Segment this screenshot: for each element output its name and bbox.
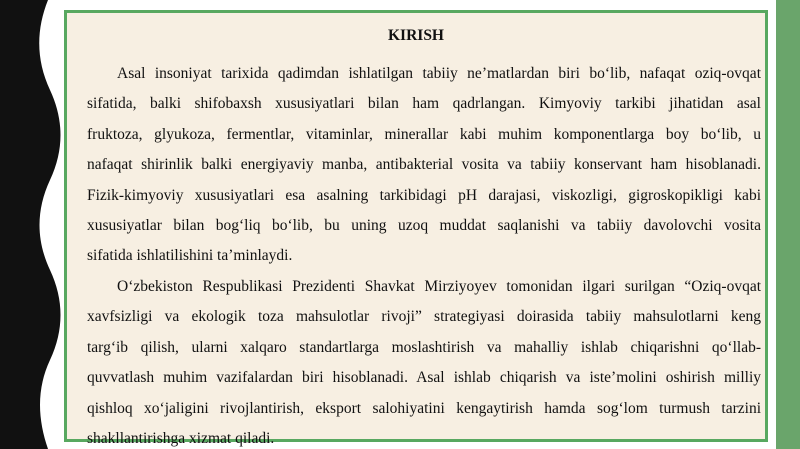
- paragraph-strategy: [87, 272, 761, 449]
- paragraph-line: sifatida, balki shifobaxsh xususiyatlari bilan ham qadrlangan. Kimyoviy tarkibi jihatidan asal: [87, 95, 761, 113]
- slide-title: KIRISH: [388, 27, 444, 44]
- text-panel: [64, 10, 768, 448]
- paragraph-line: qishloq xo‘jaligini rivojlantirish, eksport salohiyatini kengaytirish hamda sog‘lom turmush tarzini: [87, 399, 761, 417]
- decorative-curtain-edge: [0, 0, 70, 449]
- paragraph-line: xavfsizligi va ekologik toza mahsulotlar rivoji” strategiyasi doirasida tabiiy mahsulotlarni keng: [87, 308, 761, 326]
- paragraph-line: Asal insoniyat tarixida qadimdan ishlatilgan tabiiy ne’matlardan biri bo‘lib, nafaqat oziq-ovqat: [117, 65, 761, 82]
- paragraph-line: Fizik-kimyoviy xususiyatlari esa asalning tarkibidagi pH darajasi, viskozligi, gigroskopikligi kabi: [87, 186, 761, 204]
- paragraph-line: O‘zbekiston Respublikasi Prezidenti Shavkat Mirziyoyev tomonidan ilgari surilgan “Oziq-ovqat: [117, 278, 761, 295]
- paragraph-line: quvvatlash muhim vazifalardan biri hisoblanadi. Asal ishlab chiqarish va iste’molini oshirish milliy: [87, 369, 761, 387]
- paragraph-intro: [87, 59, 761, 272]
- paragraph-line: xususiyatlar bilan bog‘liq bo‘lib, bu uning uzoq muddat saqlanishi va tabiiy davolovchi vosita: [87, 217, 761, 235]
- paragraph-line: shakllantirishga xizmat qiladi.: [87, 430, 275, 448]
- decorative-side-bar: [776, 0, 800, 449]
- paragraph-line: fruktoza, glyukoza, fermentlar, vitaminlar, minerallar kabi muhim komponentlarga boy bo‘lib, u: [87, 125, 761, 143]
- paragraph-line: targ‘ib qilish, ularni xalqaro standartlarga moslashtirish va mahalliy ishlab chiqarishni qo‘llab-: [87, 338, 761, 356]
- paragraph-line: nafaqat shirinlik balki energiyaviy manba, antibakterial vosita va tabiiy konservant ham hisoblanadi.: [87, 156, 761, 174]
- paragraph-line: sifatida ishlatilishini ta’minlaydi.: [87, 247, 293, 265]
